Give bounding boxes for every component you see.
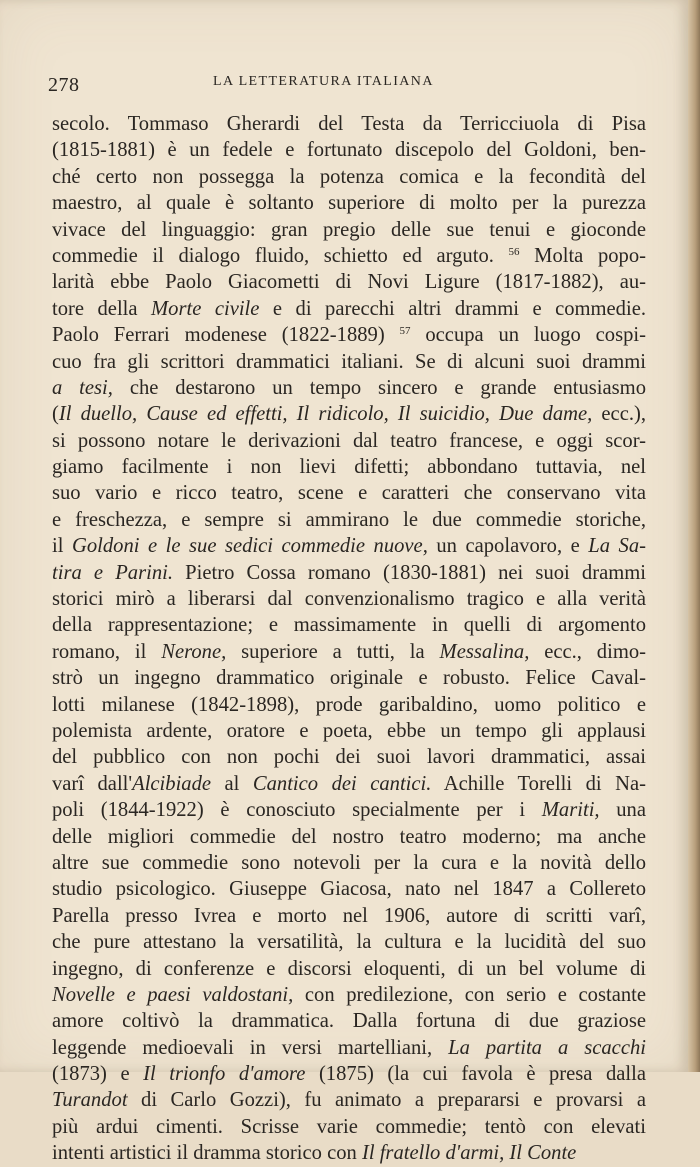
text-line (52, 1114, 646, 1140)
text-line (52, 322, 646, 348)
text-run: Achille Torelli di Na- (431, 772, 646, 795)
text-line (52, 692, 646, 718)
text-line (52, 586, 646, 612)
text-line (52, 876, 646, 902)
text-run: di Carlo Gozzi), fu animato a prepararsi e provarsi a (127, 1089, 646, 1112)
text-run: suo vario e ricco teatro, scene e caratteri che conservano vita (52, 482, 646, 505)
text-line (52, 956, 646, 982)
text-run: amore coltivò la drammatica. Dalla fortuna di due graziose (52, 1010, 646, 1033)
text-line (52, 190, 646, 216)
text-line (52, 269, 646, 295)
text-line (52, 903, 646, 929)
text-run: storici mirò a liberarsi dal convenzionalismo tragico e alla verità (52, 588, 646, 611)
text-run: secolo. Tommaso Gherardi del Testa da Terricciuola di Pisa (52, 113, 646, 135)
text-line (52, 349, 646, 375)
text-line (52, 560, 646, 586)
text-run: un capolavoro, e (427, 535, 589, 558)
text-line (52, 401, 646, 427)
text-run: larità ebbe Paolo Giacometti di Novi Ligure (1817-1882), au- (52, 271, 646, 294)
text-run: vivace del linguaggio: gran pregio delle sue tenui e gioconde (52, 218, 646, 241)
text-run: Paolo Ferrari modenese (1822-1889) (52, 324, 400, 347)
text-run: lotti milanese (1842-1898), prode garibaldino, uomo politico e (52, 693, 646, 716)
text-line (52, 1087, 646, 1113)
text-run: ché certo non possegga la potenza comica e la fecondità del (52, 165, 646, 188)
text-line (52, 1140, 646, 1166)
text-run: e di parecchi altri drammi e commedie. (259, 297, 646, 320)
running-head (48, 74, 644, 98)
text-line (52, 137, 646, 163)
italic-title: Il duello, Cause ed effetti, Il ridicolo, Il suicidio, Due dame, (58, 403, 593, 426)
text-run: poli (1844-1922) è conosciuto specialmente per i (52, 799, 542, 822)
text-run: strò un ingegno drammatico originale e robusto. Felice Caval- (52, 667, 646, 690)
text-run: e freschezza, e sempre si ammirano le due commedie storiche, (52, 508, 646, 531)
text-run: ( (52, 403, 59, 426)
italic-title: Messalina, (439, 640, 530, 663)
italic-title: tira e Parini. (52, 561, 174, 584)
text-line (52, 164, 646, 190)
text-line (52, 639, 646, 665)
text-line (52, 507, 646, 533)
text-run: maestro, al quale è soltanto superiore di molto per la purezza (52, 192, 646, 215)
text-line (52, 296, 646, 322)
text-line (52, 533, 646, 559)
text-run: ecc.), (592, 403, 646, 426)
text-run: (1873) e (52, 1063, 144, 1086)
text-run: delle migliori commedie del nostro teatro moderno; ma anche (52, 825, 646, 848)
text-line (52, 1035, 646, 1061)
text-line (52, 428, 646, 454)
text-run: ingegno, di conferenze e discorsi eloquenti, di un bel volume di (52, 957, 646, 980)
text-run: Parella presso Ivrea e morto nel 1906, autore di scritti varî, (52, 904, 646, 927)
text-run: ecc., dimo- (529, 640, 647, 663)
text-run: commedie il dialogo fluido, schietto ed arguto. (52, 244, 509, 267)
text-line (52, 480, 646, 506)
body-text (52, 111, 646, 1167)
text-run: che pure attestano la versatilità, la cultura e la lucidità del suo (52, 931, 646, 954)
text-line (52, 929, 646, 955)
text-line (52, 771, 646, 797)
text-run: polemista ardente, oratore e poeta, ebbe un tempo gli applausi (52, 719, 646, 742)
text-line (52, 375, 646, 401)
italic-title: Goldoni e le sue sedici commedie nuove, (71, 535, 428, 558)
text-run: più ardui cimenti. Scrisse varie commedie; tentò con elevati (52, 1115, 646, 1138)
italic-title: Nerone, (161, 640, 227, 663)
text-run: al (211, 772, 253, 795)
text-run: della rappresentazione; e massimamente in quelli di argomento (52, 614, 646, 637)
text-line (52, 1008, 646, 1034)
text-run: studio psicologico. Giuseppe Giacosa, nato nel 1847 a Collereto (52, 878, 646, 901)
italic-title: a tesi, (52, 376, 113, 399)
text-line (52, 217, 646, 243)
text-line (52, 744, 646, 770)
text-line (52, 665, 646, 691)
text-run: occupa un luogo cospi- (410, 324, 646, 347)
italic-title: Morte civile (151, 297, 260, 320)
text-run: varî dall' (52, 772, 133, 795)
footnote-marker: 57 (399, 325, 411, 338)
text-run: (1815-1881) è un fedele e fortunato discepolo del Goldoni, ben- (52, 139, 646, 162)
footnote-marker: 56 (508, 245, 520, 258)
text-run: con predilezione, con serio e costante (293, 983, 646, 1006)
text-run: altre sue commedie sono notevoli per la cura e la novità dello (52, 851, 646, 874)
running-title: LA LETTERATURA ITALIANA (213, 74, 434, 89)
text-line (52, 1061, 646, 1087)
italic-title: Il fratello d'armi, Il Conte (361, 1142, 577, 1165)
text-run: il (52, 535, 72, 558)
text-line (52, 718, 646, 744)
text-line (52, 982, 646, 1008)
text-line (52, 243, 646, 269)
italic-title: Il trionfo d'amore (143, 1063, 306, 1086)
page-edge (688, 0, 700, 1072)
page-number: 278 (48, 74, 80, 96)
text-line (52, 612, 646, 638)
text-run: romano, il (52, 640, 162, 663)
text-run: tore della (52, 297, 152, 320)
text-line (52, 850, 646, 876)
italic-title: Cantico dei cantici. (252, 772, 432, 795)
italic-title: Novelle e paesi valdostani, (52, 983, 294, 1006)
text-run: Molta popo- (519, 244, 646, 267)
text-line (52, 824, 646, 850)
text-run: intenti artistici il dramma storico con (52, 1142, 362, 1165)
text-run: si possono notare le derivazioni dal teatro francese, e oggi scor- (52, 429, 646, 452)
text-run: giamo facilmente i non lievi difetti; abbondano tuttavia, nel (52, 456, 646, 479)
text-run: leggende medioevali in versi martelliani, (52, 1036, 449, 1059)
italic-title: La Sa- (588, 535, 647, 558)
italic-title: Alcibiade (132, 772, 212, 795)
text-run: superiore a tutti, la (226, 640, 440, 663)
text-run: cuo fra gli scrittori drammatici italiani. Se di alcuni suoi drammi (52, 350, 646, 373)
text-line (52, 111, 646, 137)
text-run: Pietro Cossa romano (1830-1881) nei suoi drammi (173, 561, 646, 584)
text-run: del pubblico con non pochi dei suoi lavori drammatici, assai (52, 746, 646, 769)
text-line (52, 454, 646, 480)
italic-title: La partita a scacchi (448, 1036, 646, 1059)
text-run: una (599, 799, 646, 822)
italic-title: Mariti, (541, 799, 600, 822)
italic-title: Turandot (52, 1089, 128, 1112)
text-run: (1875) (la cui favola è presa dalla (305, 1063, 646, 1086)
text-run: che destarono un tempo sincero e grande entusiasmo (112, 376, 646, 399)
text-line (52, 797, 646, 823)
